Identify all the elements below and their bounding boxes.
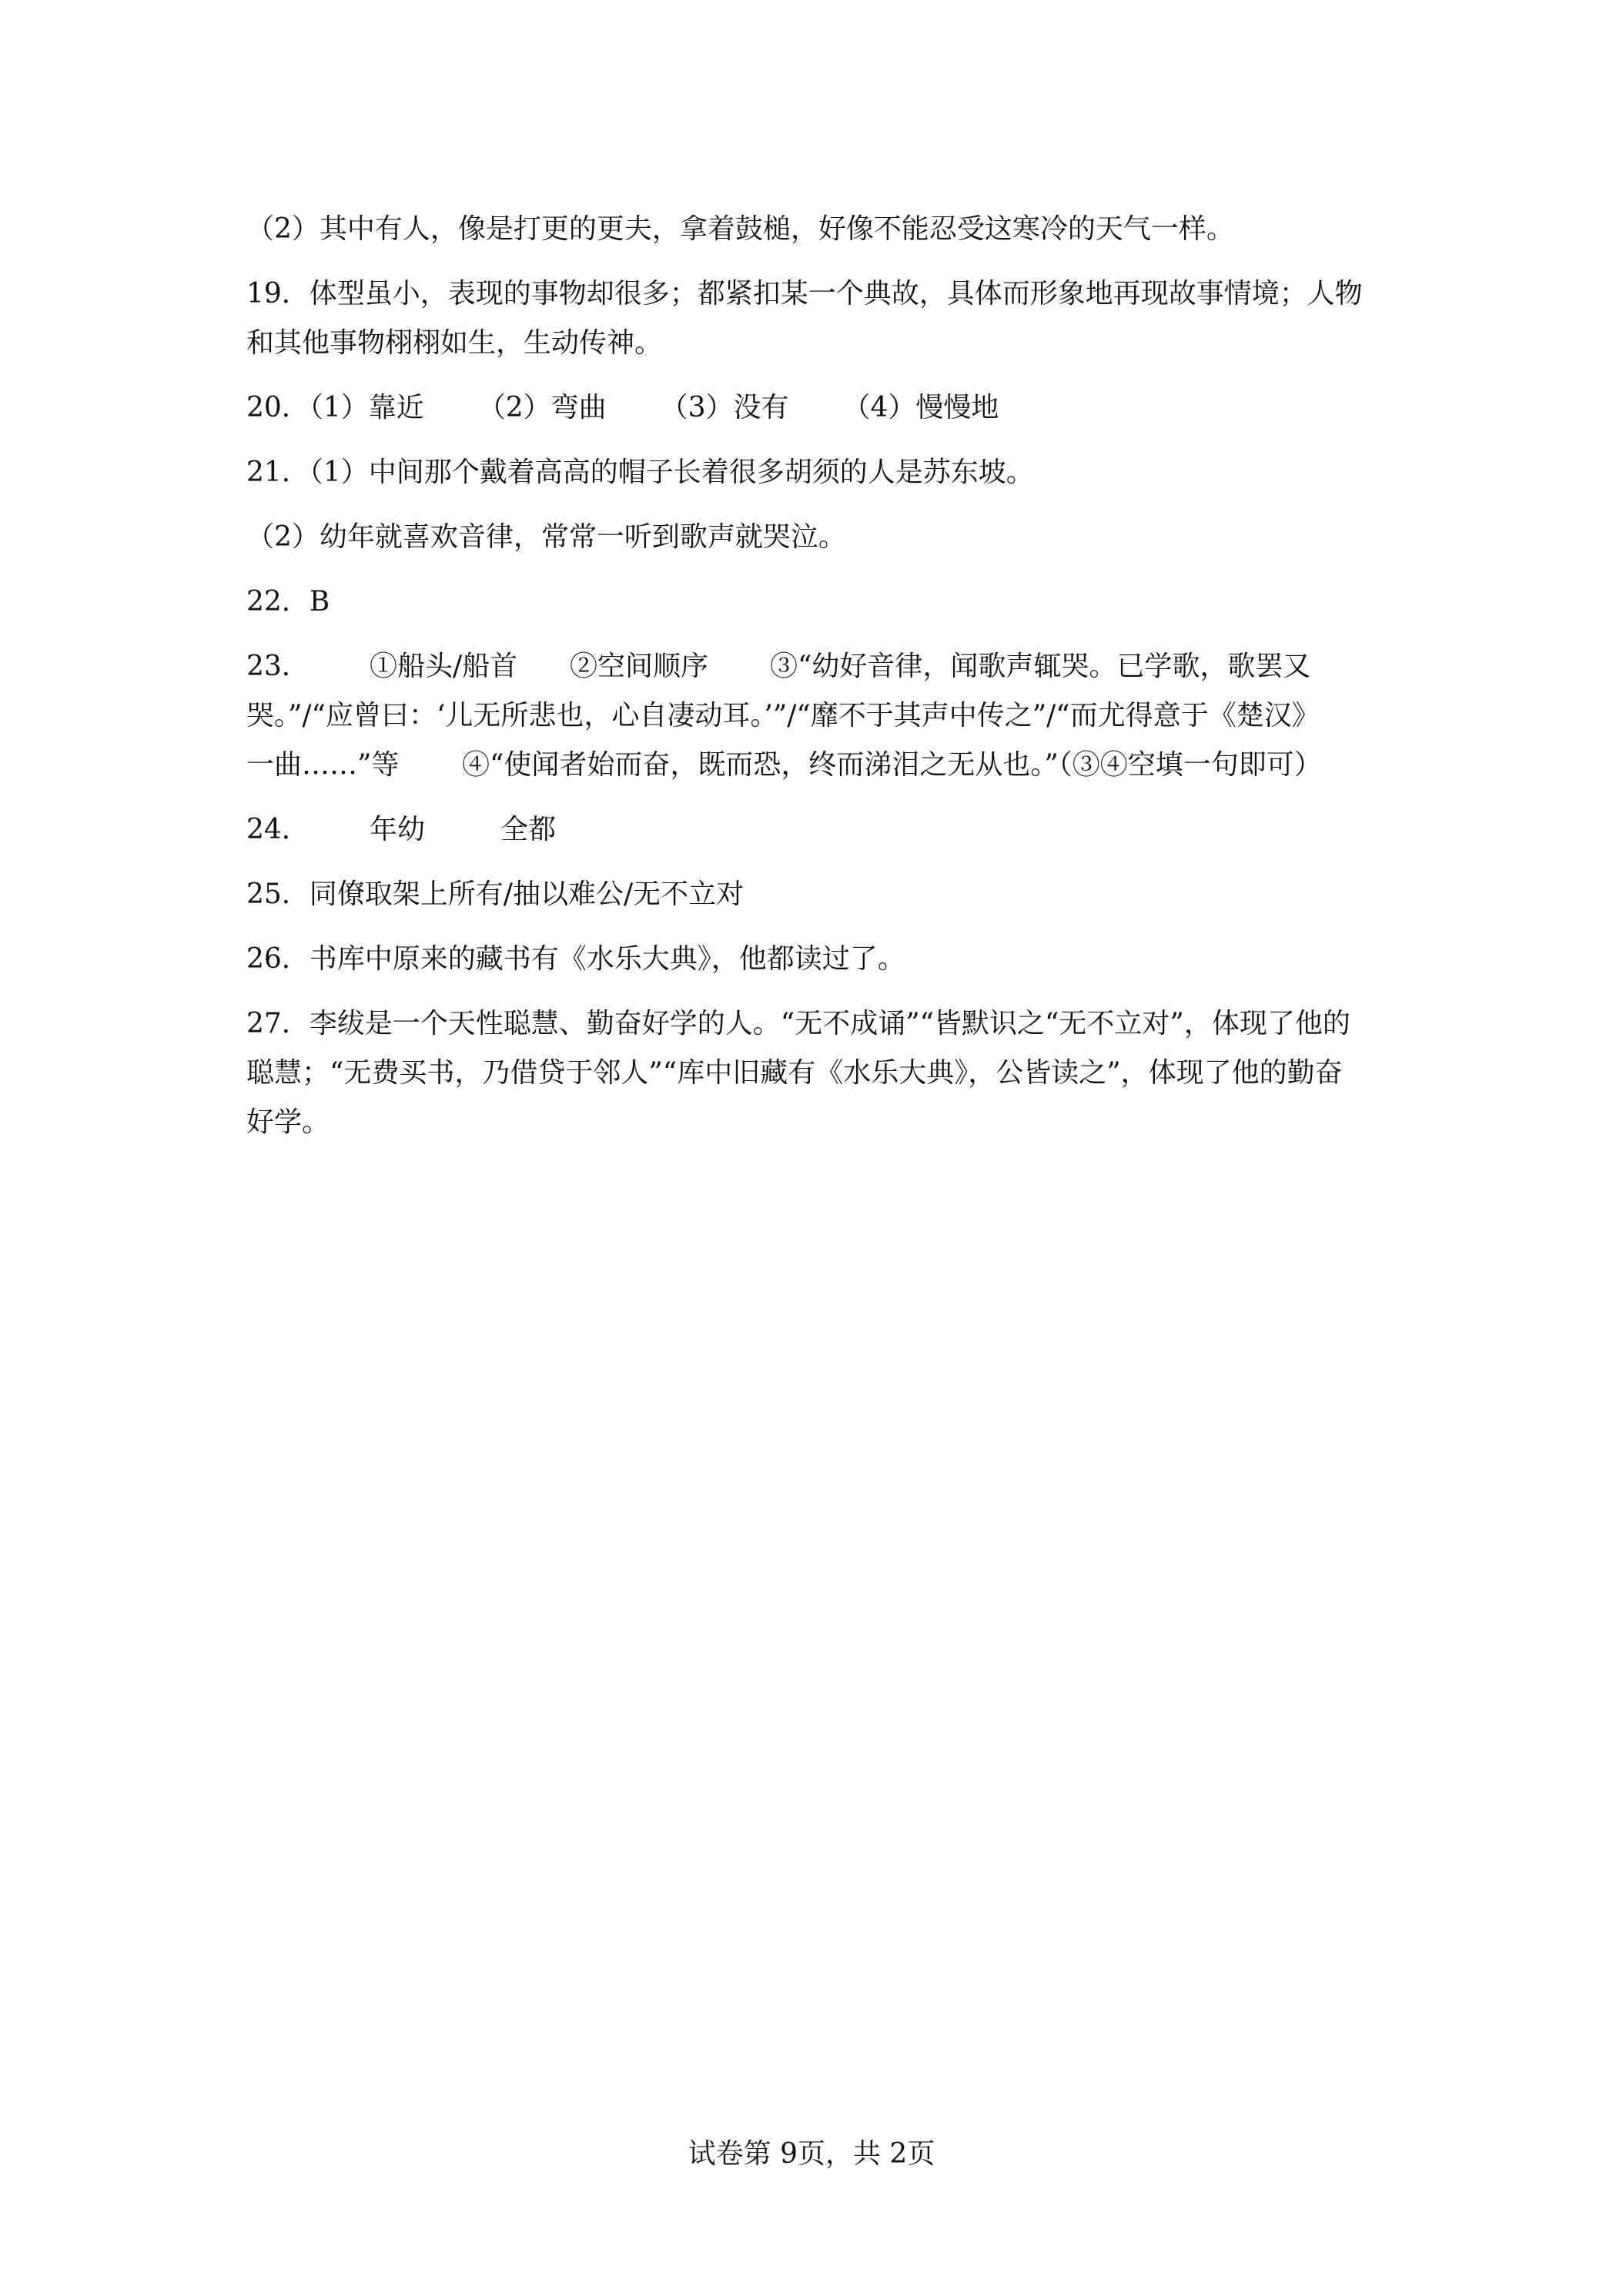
answer-23-line2: 哭。”/“应曾曰：‘儿无所悲也，心自凄动耳。’”/“靡不于其声中传之”/“而尤得意于《楚汉》	[246, 700, 1320, 731]
answer-20-item-4: （4）慢慢地	[842, 392, 999, 423]
answer-24-item-2: 全都	[500, 814, 557, 845]
answer-24	[246, 805, 1386, 855]
answer-23-line3	[246, 741, 1386, 790]
answer-21-part2: （2）幼年就喜欢音律，常常一听到歌声就哭泣。	[246, 521, 846, 553]
answer-20	[246, 383, 1386, 433]
answer-24-item-1: 年幼	[370, 814, 426, 845]
answer-23-item-3: ③“幼好音律，闻歌声辄哭。已学歌，歌罢又	[770, 651, 1311, 682]
answer-26: 26．书库中原来的藏书有《水乐大典》，他都读过了。	[246, 943, 905, 975]
answer-20-item-1: （1）靠近	[309, 392, 424, 423]
answer-20-item-2: （2）弯曲	[477, 392, 607, 423]
answer-27-line2: 聪慧；“无费买书，乃借贷于邻人”“库中旧藏有《水乐大典》，公皆读之”，体现了他的勤奋	[246, 1057, 1343, 1089]
answer-23-number: 23．	[246, 651, 310, 682]
answer-19-line1: 19．体型虽小，表现的事物却很多；都紧扣某一个典故，具体而形象地再现故事情境；人物	[246, 278, 1363, 310]
answer-23-item-1: ①船头/船首	[370, 651, 518, 682]
page-footer: 试卷第 9页，共 2页	[688, 2138, 935, 2170]
answer-21-part1: 21．（1）中间那个戴着高高的帽子长着很多胡须的人是苏东坡。	[246, 457, 1034, 488]
answer-27-line3: 好学。	[246, 1106, 330, 1138]
answer-23-item-2: ②空间顺序	[570, 651, 709, 682]
answer-18-part2: （2）其中有人，像是打更的更夫，拿着鼓槌，好像不能忍受这寒冷的天气一样。	[246, 213, 1234, 245]
answer-27-line1: 27．李绂是一个天性聪慧、勤奋好学的人。“无不成诵”“皆默识之“无不立对”，体现了他的	[246, 1008, 1350, 1039]
answer-23-line3-a: 一曲……”等	[246, 749, 400, 781]
answer-19-line2: 和其他事物栩栩如生，生动传神。	[246, 327, 663, 359]
answer-22: 22．B	[246, 586, 330, 618]
answer-20-number: 20．	[246, 392, 310, 423]
answer-23-item-4: ④“使闻者始而奋，既而恐，终而涕泪之无从也。”（③④空填一句即可）	[462, 749, 1322, 781]
answer-24-number: 24．	[246, 814, 310, 845]
answer-23-line1	[246, 642, 1386, 691]
answer-content	[246, 205, 1386, 1147]
answer-25: 25．同僚取架上所有/抽以难公/无不立对	[246, 879, 745, 910]
answer-20-item-3: （3）没有	[660, 392, 789, 423]
